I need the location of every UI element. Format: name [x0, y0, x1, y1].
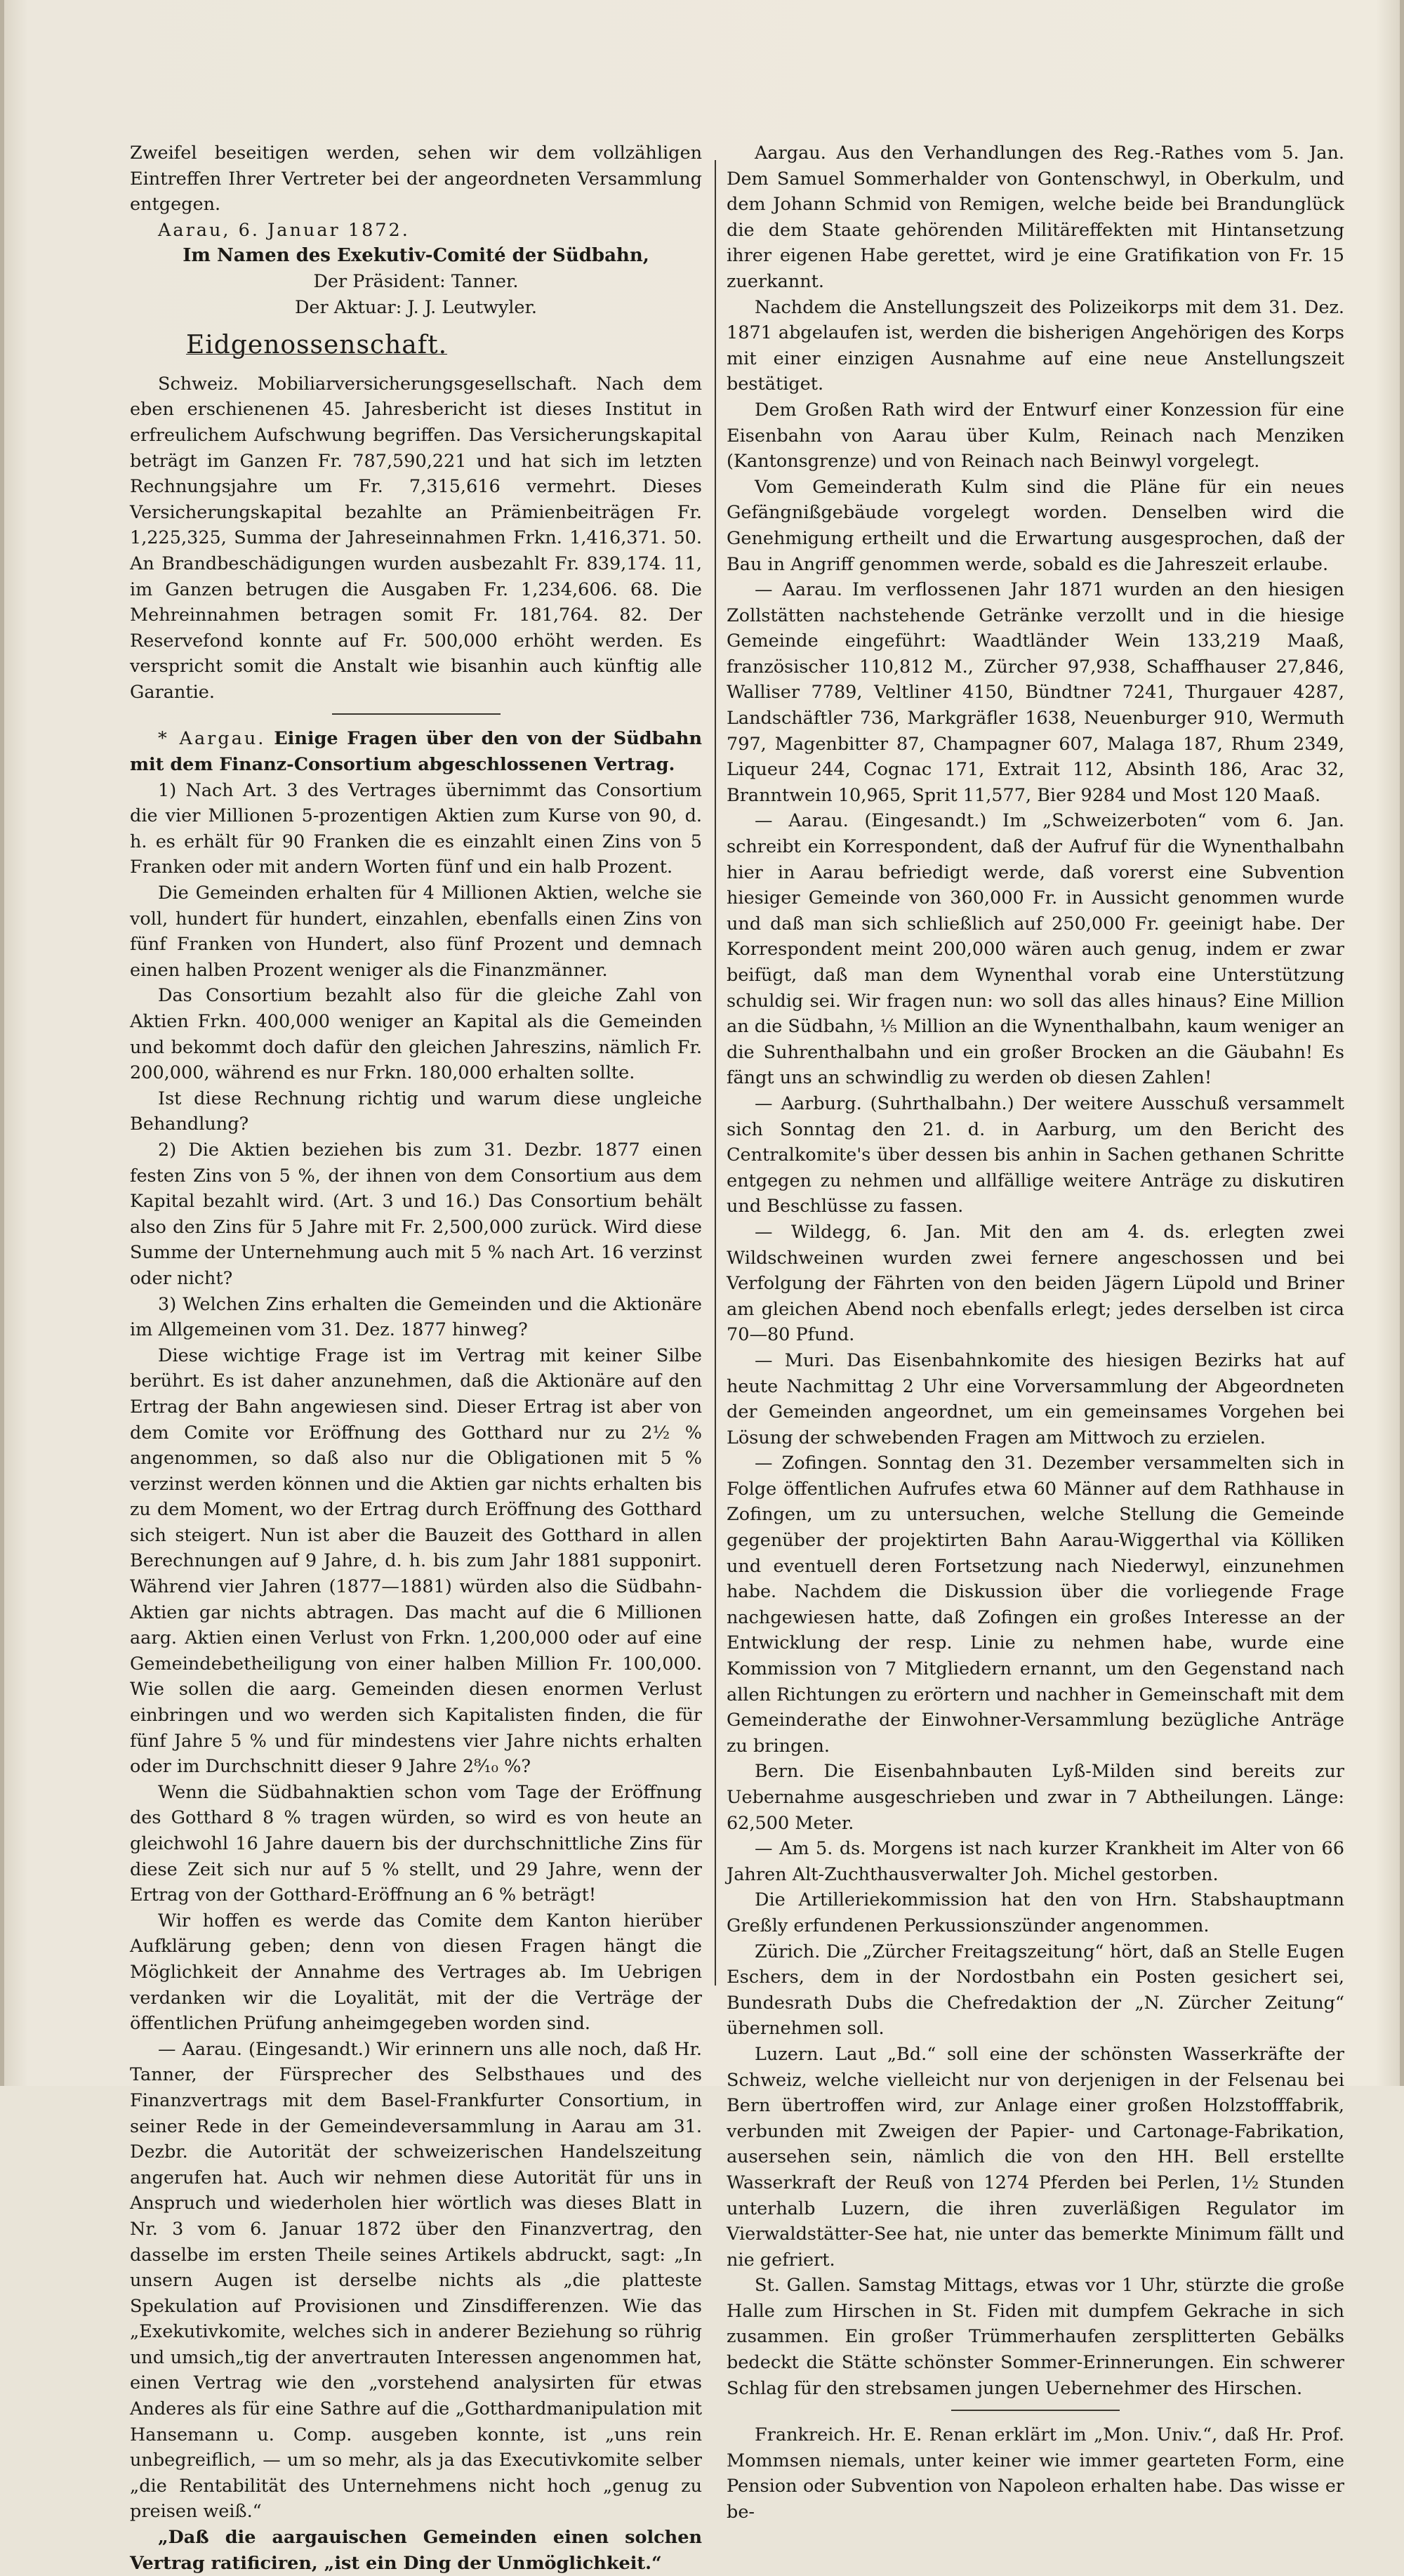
page-right-edge — [1400, 0, 1404, 2086]
paragraph: Wenn die Südbahnaktien schon vom Tage der Eröffnung des Gotthard 8 % tragen würden, so wird es von heute an gleichwohl 16 Jahre dauern bis der durchschnittliche Zins für diese Zeit sich nur auf 5 % stellt, und 29 Jahre, wenn der Ertrag von der Gotthard-Eröffnung an 6 % beträgt! — [130, 1781, 702, 1906]
paragraph: 1) Nach Art. 3 des Vertrages übernimmt das Consortium die vier Millionen 5-prozentigen Aktien zum Kurse von 90, d. h. es erhält für 90 Franken die es einzahlt einen Zins von 5 Franken oder mit andern Worten fünf und ein halb Prozent. — [130, 779, 702, 878]
news-item: — Zofingen. Sonntag den 31. Dezember versammelten sich in Folge öffentlichen Aufrufes etwa 60 Männer auf dem Rathhause in Zofingen, um zu untersuchen, welche Stellung die Gemeinde gegenüber der projektirten Bahn Aarau-Wiggerthal via Kölliken und eventuell deren Fortsetzung nach Niederwyl, einzunehmen habe. Nachdem die Diskussion über die vorliegende Frage nachgewiesen hatte, daß Zofingen ein großes Interesse an der Entwicklung der resp. Linie zu nehmen habe, wurde eine Kommission von 7 Mitgliedern ernannt, um den Gegenstand nach allen Richtungen zu erörtern und nachher in Gemeinschaft mit dem Gemeinderathe der Einwohner-Versammlung bezügliche Anträge zu bringen. — [727, 1453, 1344, 1757]
dateline: Aarau, 6. Januar 1872. — [158, 219, 410, 241]
news-item: St. Gallen. Samstag Mittags, etwas vor 1 Uhr, stürzte die große Halle zum Hirschen in St. Fiden mit dumpfem Gekrache in sich zusammen. Ein großer Trümmerhaufen zersplitterten Gebälks bedeckt die Stätte schönster Sommer-Erinnerungen. Ein schwerer Schlag für den strebsamen jungen Uebernehmer des Hirschen. — [727, 2275, 1344, 2399]
paragraph: Diese wichtige Frage ist im Vertrag mit keiner Silbe berührt. Es ist daher anzunehmen, daß die Aktionäre auf den Ertrag der Bahn angewiesen sind. Dieser Ertrag ist aber von dem Comite vor Eröffnung des Gotthard nur zu 2½ % angenommen, so daß also nur die Obligationen mit 5 % verzinst werden können und die Aktien gar nichts erhalten bis zu dem Moment, wo der Ertrag durch Eröffnung des Gotthard sich steigert. Nun ist aber die Bauzeit des Gotthard in allen Berechnungen auf 9 Jahre, d. h. bis zum Jahr 1881 supponirt. Während vier Jahren (1877—1881) würden also die Südbahn-Aktien gar nichts abtragen. Das macht auf die 6 Millionen aarg. Aktien einen Verlust von Frkn. 1,200,000 oder auf eine Gemeindebetheiligung von einer halben Million Fr. 100,000. Wie sollen die aarg. Gemeinden diesen enormen Verlust einbringen und wo werden sich Kapitalisten finden, die für fünf Jahre 5 % und für mindestens vier Jahre nichts erhalten oder im Durchschnitt dieser 9 Jahre 2⁸⁄₁₀ %? — [130, 1345, 702, 1778]
signature-actuary: Der Aktuar: J. J. Leutwyler. — [294, 296, 538, 318]
paragraph: 3) Welchen Zins erhalten die Gemeinden und die Aktionäre im Allgemeinen vom 31. Dez. 1877 hinweg? — [130, 1293, 702, 1341]
news-item: — Aarau. (Eingesandt.) Im „Schweizerboten“ vom 6. Jan. schreibt ein Korrespondent, daß der Aufruf für die Wynenthalbahn hier in Aarau befriedigt werde, daß vorerst eine Subvention hiesiger Gemeinde von 360,000 Fr. in Aussicht genommen wurde und daß man sich schließlich auf 250,000 Fr. geeinigt habe. Der Korrespondent meint 200,000 wären auch genug, indem er zwar beifügt, daß man dem Wynenthal vorab eine Unterstützung schuldig sei. Wir fragen nun: wo soll das alles hinaus? Eine Million an die Südbahn, ⅕ Million an die Wynenthalbahn, kaum weniger an die Suhrenthalbahn und ein großer Brocken an die Gäubahn! Es fängt uns an schwindlig zu werden ob diesen Zahlen! — [727, 810, 1344, 1089]
news-item: — Wildegg, 6. Jan. Mit den am 4. ds. erlegten zwei Wildschweinen wurden zwei fernere angeschossen und bei Verfolgung der Fährten von den beiden Jägern Lüpold und Briner am gleichen Abend noch ebenfalls erlegt; jedes derselben ist circa 70—80 Pfund. — [727, 1221, 1344, 1346]
paragraph: 2) Die Aktien beziehen bis zum 31. Dezbr. 1877 einen festen Zins von 5 %, der ihnen von dem Consortium aus dem Kapital bezahlt wird. (Art. 3 und 16.) Das Consortium behält also den Zins für 5 Jahre mit Fr. 2,500,000 zurück. Wird diese Summe der Unternehmung auch mit 5 % nach Art. 16 verzinst oder nicht? — [130, 1139, 702, 1289]
intro-text: Zweifel beseitigen werden, sehen wir dem vollzähligen Eintreffen Ihrer Vertreter bei der angeordneten Versammlung entgegen. — [130, 143, 702, 216]
paragraph: Ist diese Rechnung richtig und warum diese ungleiche Behandlung? — [130, 1088, 702, 1135]
news-item: Zürich. Die „Zürcher Freitagszeitung“ hört, daß an Stelle Eugen Eschers, dem in der Nordostbahn ein Posten gesichert sei, Bundesrath Dubs die Chefredaktion der „N. Zürcher Zeitung“ übernehmen soll. — [727, 1941, 1344, 2040]
news-item: — Aarburg. (Suhrthalbahn.) Der weitere Ausschuß versammelt sich Sonntag den 21. d. in Aarburg, um den Bericht des Centralkomite's über dessen bis anhin in Sachen gethanen Schritte entgegen zu nehmen und allfällige weitere Anträge zu diskutiren und Beschlüsse zu fassen. — [727, 1092, 1344, 1217]
news-item: Luzern. Laut „Bd.“ soll eine der schönsten Wasserkräfte der Schweiz, welche vielleicht nur von derjenigen in der Felsenau bei Bern übertroffen wird, zur Anlage einer großen Holzstofffabrik, verbunden mit Zweigen der Papier- und Cartonage-Fabrikation, ausersehen sein, nämlich die von den HH. Bell erstellte Wasserkraft der Reuß von 1274 Pferden bei Perlen, 1½ Stunden unterhalb Luzern, die ihren zuverläßigen Regulator im Vierwaldstätter-See hat, nie unter das bemerkte Minimum fällt und nie gefriert. — [727, 2043, 1344, 2271]
left-column — [130, 140, 702, 2576]
news-item: — Muri. Das Eisenbahnkomite des hiesigen Bezirks hat auf heute Nachmittag 2 Uhr eine Vorversammlung der Abgeordneten der Gemeinden angeordnet, um ein gemeinsames Vorgehen bei Lösung der schwebenden Fragen am Mittwoch zu erzielen. — [727, 1349, 1344, 1448]
paragraph: Die Gemeinden erhalten für 4 Millionen Aktien, welche sie voll, hundert für hundert, einzahlen, ebenfalls einen Zins von fünf Franken von Hundert, also fünf Prozent und demnach einen halben Prozent weniger als die Finanzmänner. — [130, 883, 702, 981]
paragraph: „Daß die aargauischen Gemeinden einen solchen Vertrag ratificiren, „ist ein Ding der Unmöglichkeit.“ — [130, 2527, 702, 2574]
signature-president: Der Präsident: Tanner. — [313, 270, 519, 292]
article-lead: * Aargau. — [158, 728, 266, 750]
divider — [332, 713, 501, 715]
news-item: Nachdem die Anstellungszeit des Polizeikorps mit dem 31. Dez. 1871 abgelaufen ist, werden die bisherigen Angehörigen des Korps mit einer einzigen Ausnahme auf eine neue Anstellungszeit bestätiget. — [727, 296, 1344, 395]
divider — [951, 2410, 1120, 2411]
page-left-edge — [0, 0, 4, 2086]
news-item: — Aarau. Im verflossenen Jahr 1871 wurden an den hiesigen Zollstätten nachstehende Getränke verzollt und in die hiesige Gemeinde eingeführt: Waadtländer Wein 133,219 Maaß, französischer 110,812 M., Zürcher 97,938, Schaffhauser 27,846, Walliser 7789, Veltliner 4150, Bündtner 7241, Thurgauer 4287, Landschäftler 736, Markgräfler 1638, Neuenburger 910, Wermuth 797, Magenbitter 87, Champagner 607, Malaga 187, Rhum 2349, Liqueur 244, Cognac 171, Extrait 112, Absinth 186, Arac 32, Branntwein 10,965, Sprit 11,577, Bier 9284 und Most 120 Maaß. — [727, 579, 1344, 806]
news-item: — Am 5. ds. Morgens ist nach kurzer Krankheit im Alter von 66 Jahren Alt-Zuchthausverwalter Joh. Michel gestorben. — [727, 1838, 1344, 1885]
news-item: Vom Gemeinderath Kulm sind die Pläne für ein neues Gefängnißgebäude vorgelegt worden. Denselben wird die Genehmigung ertheilt und die Erwartung ausgesprochen, daß der Bau in Angriff genommen werde, sobald es die Jahreszeit erlaube. — [727, 476, 1344, 575]
signature-head: Im Namen des Exekutiv-Comité der Südbahn, — [183, 245, 649, 267]
news-item: Frankreich. Hr. E. Renan erklärt im „Mon. Univ.“, daß Hr. Prof. Mommsen niemals, unter keiner wie immer gearteten Form, eine Pension oder Subvention von Napoleon erhalten habe. Das wisse er be- — [727, 2424, 1344, 2523]
article-mobiliar: Schweiz. Mobiliarversicherungsgesellschaft. Nach dem eben erschienenen 45. Jahresbericht ist dieses Institut in erfreulichem Aufschwung begriffen. Das Versicherungskapital beträgt im Ganzen Fr. 787,590,221 und hat sich im letzten Rechnungsjahre um Fr. 7,315,616 vermehrt. Dieses Versicherungskapital bezahlte an Prämienbeiträgen Fr. 1,225,325, Summa der Jahreseinnahmen Frkn. 1,416,371. 50. An Brandbeschädigungen wurden ausbezahlt Fr. 839,174. 11, im Ganzen betrugen die Ausgaben Fr. 1,234,606. 68. Die Mehreinnahmen betragen somit Fr. 181,764. 82. Der Reservefond konnte auf Fr. 500,000 erhöht werden. Es verspricht somit die Anstalt wie bisanhin auch künftig alle Garantie. — [130, 373, 702, 703]
article-title: Einige Fragen über den von der Südbahn mit dem Finanz-Consortium abgeschlossenen Vertrag. — [130, 728, 703, 776]
column-rule — [715, 160, 716, 1986]
section-heading: Eidgenossenschaft. — [186, 331, 448, 360]
news-item: Dem Großen Rath wird der Entwurf einer Konzession für eine Eisenbahn von Aarau über Kulm, Reinach nach Menziken (Kantonsgrenze) und von Reinach nach Beinwyl vorgelegt. — [727, 399, 1344, 473]
right-column — [727, 140, 1344, 2525]
paragraph: Wir hoffen es werde das Comite dem Kanton hierüber Aufklärung geben; denn von diesen Fragen hängt die Möglichkeit der Annahme des Vertrages ab. Im Uebrigen verdanken wir die Loyalität, mit der die Verträge der öffentlichen Prüfung anheimgegeben worden sind. — [130, 1910, 702, 2035]
paragraph: — Aarau. (Eingesandt.) Wir erinnern uns alle noch, daß Hr. Tanner, der Fürsprecher des Selbsthaues und des Finanzvertrags mit dem Basel-Frankfurter Consortium, in seiner Rede in der Gemeindeversammlung in Aarau am 31. Dezbr. die Autorität der schweizerischen Handelszeitung angerufen hat. Auch wir nehmen diese Autorität für uns in Anspruch und wiederholen hier wörtlich was dieses Blatt in Nr. 3 vom 6. Januar 1872 über den Finanzvertrag, den dasselbe im ersten Theile seines Artikels abdruckt, sagt: „In unsern Augen ist derselbe nichts als „die platteste Spekulation auf Provisionen und Zinsdifferenzen. Wie das „Exekutivkomite, welches sich in anderer Beziehung so rührig und umsich„tig der anvertrauten Interessen angenommen hat, einen Vertrag wie den „vorstehend analysirten für etwas Anderes als für eine Sathre auf die „Gotthardmanipulation mit Hansemann u. Comp. ausgeben konnte, ist „uns rein unbegreiflich, — um so mehr, als ja das Executivkomite selber „die Rentabilität des Unternehmens nicht hoch „genug zu preisen weiß.“ — [130, 2038, 702, 2523]
news-item: Bern. Die Eisenbahnbauten Lyß-Milden sind bereits zur Uebernahme ausgeschrieben und zwar in 7 Abtheilungen. Länge: 62,500 Meter. — [727, 1761, 1344, 1834]
news-item: Die Artilleriekommission hat den von Hrn. Stabshauptmann Greßly erfundenen Perkussionszünder angenommen. — [727, 1889, 1344, 1936]
news-item: Aargau. Aus den Verhandlungen des Reg.-Rathes vom 5. Jan. Dem Samuel Sommerhalder von Gontenschwyl, in Oberkulm, und dem Johann Schmid von Remigen, welche beide bei Brandunglück die dem Staate gehörenden Militäreffekten mit Hintansetzung ihrer eigenen Habe gerettet, wird je eine Gratifikation von Fr. 15 zuerkannt. — [727, 143, 1344, 292]
paragraph: Das Consortium bezahlt also für die gleiche Zahl von Aktien Frkn. 400,000 weniger an Kapital als die Gemeinden und bekommt doch dafür den gleichen Jahreszins, nämlich Fr. 200,000, während es nur Frkn. 180,000 erhalten sollte. — [130, 985, 702, 1084]
